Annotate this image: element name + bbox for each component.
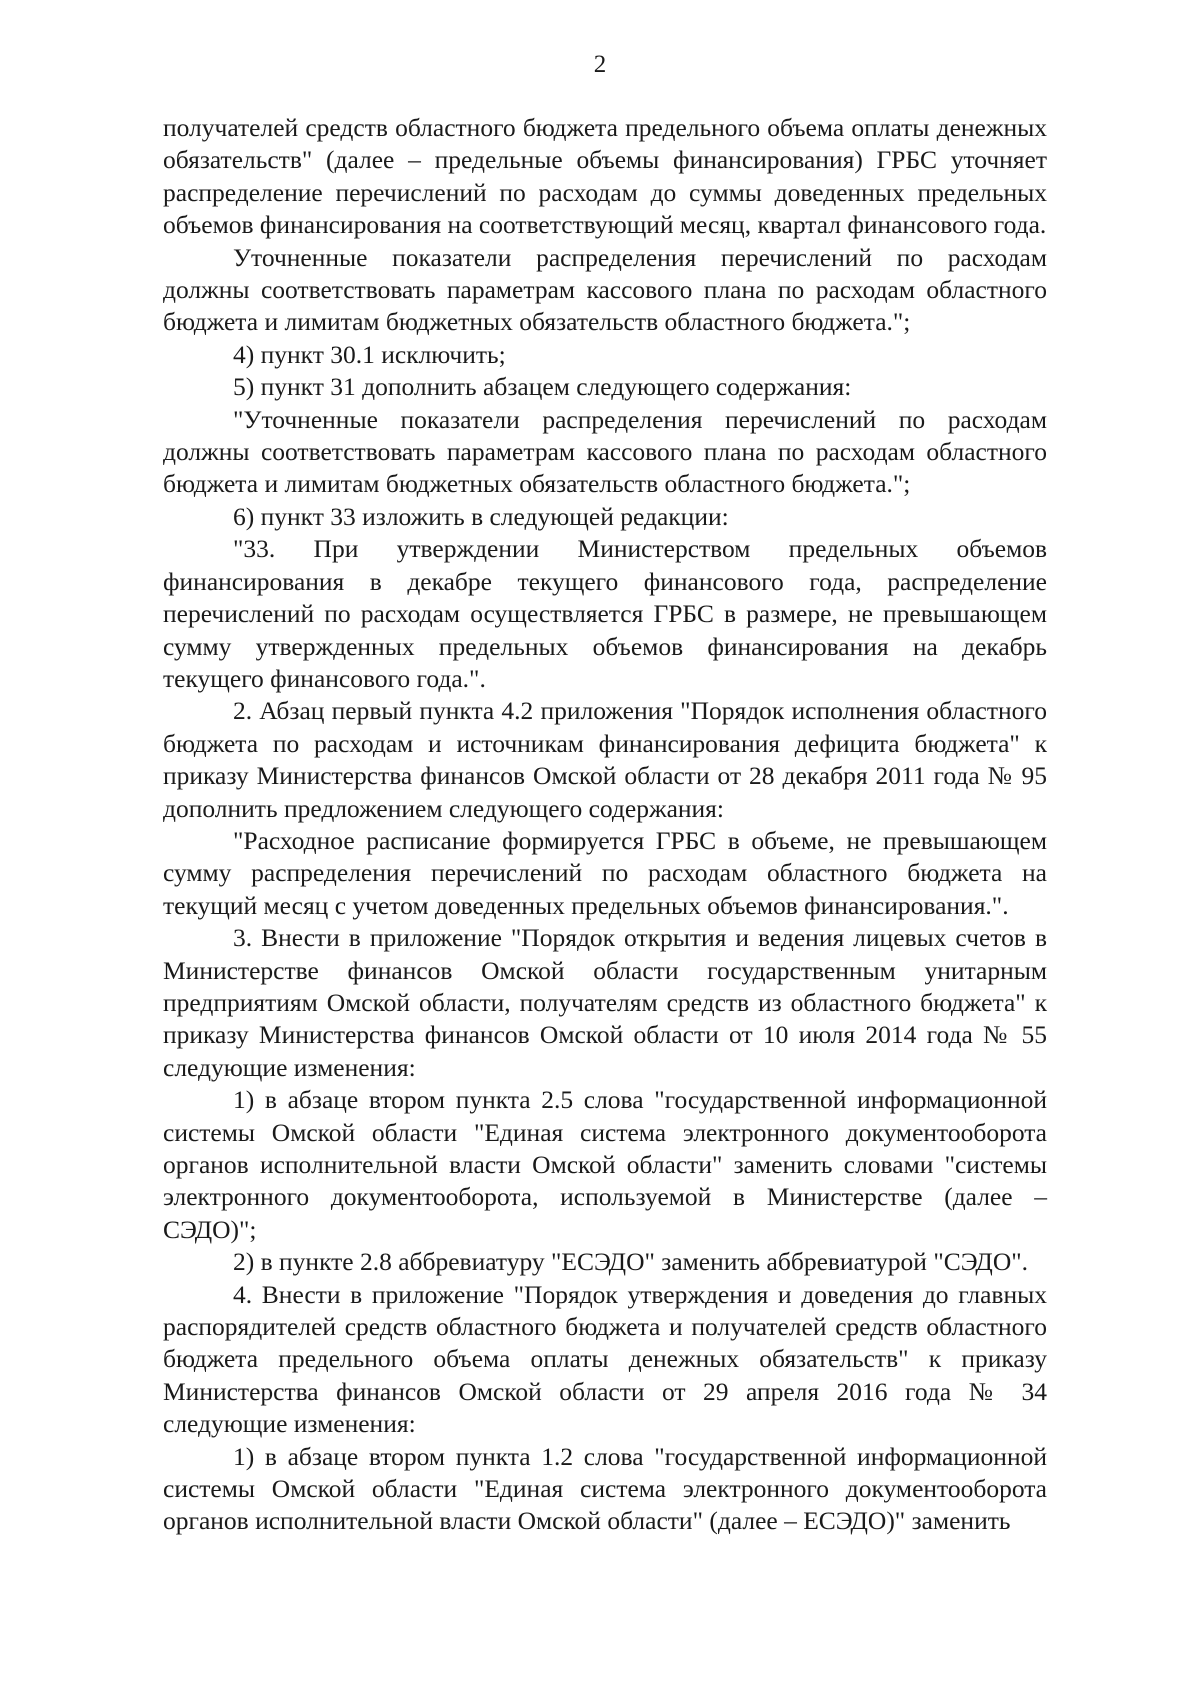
paragraph-section-4-item-1: 1) в абзаце втором пункта 1.2 слова "государственной информационной системы Омской области "Единая система электронного документооборота органов исполнительной власти Омской области" (далее – ЕСЭДО)" заменить xyxy=(163,1441,1047,1536)
paragraph-section-3: 3. Внести в приложение "Порядок открытия и ведения лицевых счетов в Министерстве финансов Омской области государственным унитарным предприятиям Омской области, получателям средств из областного бюджета" к приказу Министерства финансов Омской области от 10 июля 2014 года № 55 следующие изменения: xyxy=(163,923,1047,1082)
paragraph-quote-schedule: "Расходное расписание формируется ГРБС в объеме, не превышающем сумму распределения перечислений по расходам областного бюджета на текущий месяц с учетом доведенных предельных объемов финансирования.". xyxy=(163,825,1047,920)
paragraph-item-4: 4) пункт 30.1 исключить; xyxy=(233,339,506,369)
page-number: 2 xyxy=(593,51,607,78)
paragraph-section-4: 4. Внести в приложение "Порядок утверждения и доведения до главных распорядителей средств областного бюджета и получателей средств областного бюджета предельного объема оплаты денежных обязательств" к приказу Министерства финансов Омской области от 29 апреля 2016 года № 34 следующие изменения: xyxy=(163,1279,1047,1439)
paragraph-section-3-item-2: 2) в пункте 2.8 аббревиатуру "ЕСЭДО" заменить аббревиатурой "СЭДО". xyxy=(233,1247,1029,1277)
paragraph-section-3-item-1: 1) в абзаце втором пункта 2.5 слова "государственной информационной системы Омской области "Единая система электронного документооборота органов исполнительной власти Омской области" заменить словами "системы электронного документооборота, используемой в Министерстве (далее – СЭДО)"; xyxy=(163,1085,1047,1244)
paragraph-quote-33: "33. При утверждении Министерством предельных объемов финансирования в декабре текущего финансового года, распределение перечислений по расходам осуществляется ГРБС в размере, не превышающем сумму утвержденных предельных объемов финансирования на декабрь текущего финансового года.". xyxy=(163,534,1047,693)
paragraph-quote: "Уточненные показатели распределения перечислений по расходам должны соответствовать параметрам кассового плана по расходам областного бюджета и лимитам бюджетных обязательств областного бюджета."; xyxy=(163,404,1047,499)
paragraph: Уточненные показатели распределения перечислений по расходам должны соответствовать параметрам кассового плана по расходам областного бюджета и лимитам бюджетных обязательств областного бюджета."; xyxy=(163,242,1047,337)
paragraph-item-5: 5) пункт 31 дополнить абзацем следующего содержания: xyxy=(233,372,852,402)
paragraph-section-2: 2. Абзац первый пункта 4.2 приложения "Порядок исполнения областного бюджета по расходам и источникам финансирования дефицита бюджета" к приказу Министерства финансов Омской области от 28 декабря 2011 года № 95 дополнить предложением следующего содержания: xyxy=(163,696,1047,823)
paragraph-item-6: 6) пункт 33 изложить в следующей редакции: xyxy=(233,501,729,531)
paragraph-continuation: получателей средств областного бюджета предельного объема оплаты денежных обязательств" (далее – предельные объемы финансирования) ГРБС уточняет распределение перечислений по расходам до суммы доведенных предельных объемов финансирования на соответствующий месяц, квартал финансового года. xyxy=(163,113,1047,240)
document-body xyxy=(163,112,1047,1538)
